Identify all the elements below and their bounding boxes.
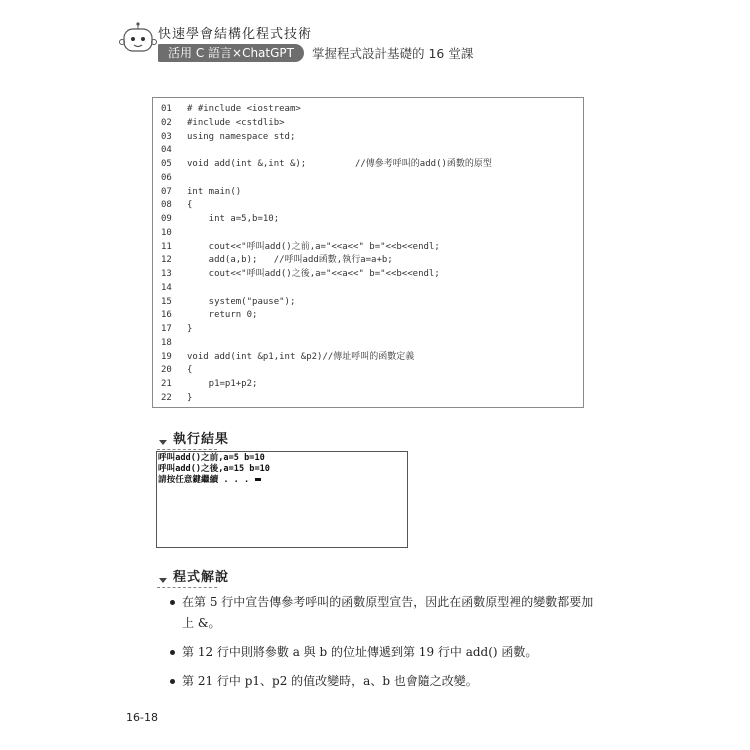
line-number: 13	[161, 269, 172, 279]
page-number: 16-18	[126, 711, 158, 724]
code-line	[161, 254, 492, 268]
code-line	[161, 158, 492, 172]
code-line	[161, 309, 492, 323]
list-item: 第 12 行中則將參數 a 與 b 的位址傳遞到第 19 行中 add() 函數。	[170, 642, 600, 663]
code-text: int main()	[187, 186, 242, 197]
result-section-header	[157, 428, 229, 447]
cursor-icon	[255, 478, 261, 481]
line-number: 22	[161, 392, 172, 403]
code-line	[161, 186, 492, 200]
book-header	[118, 14, 538, 64]
line-number: 02	[161, 117, 172, 128]
line-number: 12	[161, 255, 172, 266]
console-lines	[158, 453, 270, 486]
console-prompt: 請按任意鍵繼續 . . .	[158, 475, 255, 485]
line-number: 10	[161, 227, 172, 238]
explanation-list	[170, 592, 600, 700]
line-number: 11	[161, 241, 172, 252]
code-line	[161, 337, 492, 351]
list-item: 在第 5 行中宣告傳參考呼叫的函數原型宣告，因此在函數原型裡的變數都要加上 &。	[170, 592, 600, 634]
code-line	[161, 117, 492, 131]
code-text: using namespace std;	[187, 131, 296, 142]
line-number: 07	[161, 186, 172, 197]
code-line	[161, 323, 492, 337]
robot-mascot-icon	[118, 20, 158, 60]
console-line: 呼叫add()之後,a=15 b=10	[158, 464, 270, 474]
code-line	[161, 103, 492, 117]
section-underline	[157, 587, 217, 588]
list-item: 第 21 行中 p1、p2 的值改變時，a、b 也會隨之改變。	[170, 671, 600, 692]
code-text: add(a,b); //呼叫add函數,執行a=a+b;	[187, 255, 393, 266]
line-number: 01	[161, 104, 172, 114]
code-line	[161, 282, 492, 296]
code-line	[161, 241, 492, 255]
code-line	[161, 227, 492, 241]
line-number: 19	[161, 351, 172, 362]
code-text: void add(int &p1,int &p2)//傳址呼叫的函數定義	[187, 351, 415, 362]
line-number: 05	[161, 159, 172, 169]
code-listing	[152, 97, 584, 408]
line-number: 03	[161, 131, 172, 142]
code-text: cout<<"呼叫add()之前,a="<<a<<" b="<<b<<endl;	[187, 241, 440, 252]
console-output	[156, 451, 408, 548]
code-line	[161, 378, 492, 392]
code-text: cout<<"呼叫add()之後,a="<<a<<" b="<<b<<endl;	[187, 269, 440, 279]
code-text: return 0;	[187, 310, 258, 321]
console-line	[158, 475, 270, 486]
line-number: 21	[161, 379, 172, 389]
line-number: 04	[161, 145, 172, 156]
console-line: 呼叫add()之前,a=5 b=10	[158, 453, 265, 463]
code-line	[161, 268, 492, 282]
code-line	[161, 296, 492, 310]
explain-section-title: 程式解說	[173, 570, 230, 585]
code-text: void add(int &,int &); //傳參考呼叫的add()函數的原型	[187, 159, 492, 169]
line-number: 17	[161, 324, 172, 334]
line-number: 06	[161, 172, 172, 183]
code-line	[161, 364, 492, 378]
code-line	[161, 172, 492, 186]
triangle-marker-icon	[157, 569, 169, 583]
subtitle-text: 掌握程式設計基礎的 16 堂課	[311, 46, 474, 61]
code-lines	[161, 103, 492, 406]
section-underline	[157, 449, 217, 450]
code-line	[161, 199, 492, 213]
line-number: 14	[161, 282, 172, 293]
code-text: # #include <iostream>	[187, 104, 301, 114]
code-line	[161, 351, 492, 365]
code-text: int a=5,b=10;	[187, 214, 280, 224]
line-number: 16	[161, 310, 172, 321]
code-text: {	[187, 200, 193, 211]
line-number: 20	[161, 365, 172, 376]
line-number: 09	[161, 214, 172, 224]
result-section-title: 執行結果	[173, 432, 230, 447]
line-number: 18	[161, 337, 172, 348]
triangle-marker-icon	[157, 431, 169, 445]
code-text: }	[187, 392, 193, 403]
book-subtitle	[158, 42, 473, 64]
explain-section-header	[157, 566, 229, 585]
book-title: 快速學會結構化程式技術	[158, 27, 313, 42]
code-text: system("pause");	[187, 296, 296, 307]
line-number: 08	[161, 200, 172, 211]
code-text: {	[187, 365, 193, 376]
code-line	[161, 213, 492, 227]
line-number: 15	[161, 296, 172, 307]
code-line	[161, 392, 492, 406]
code-text: }	[187, 324, 193, 334]
code-text: p1=p1+p2;	[187, 379, 258, 389]
code-text: #include <cstdlib>	[187, 117, 285, 128]
subtitle-pill: 活用 C 語言×ChatGPT	[158, 44, 304, 62]
code-line	[161, 131, 492, 145]
code-line	[161, 144, 492, 158]
